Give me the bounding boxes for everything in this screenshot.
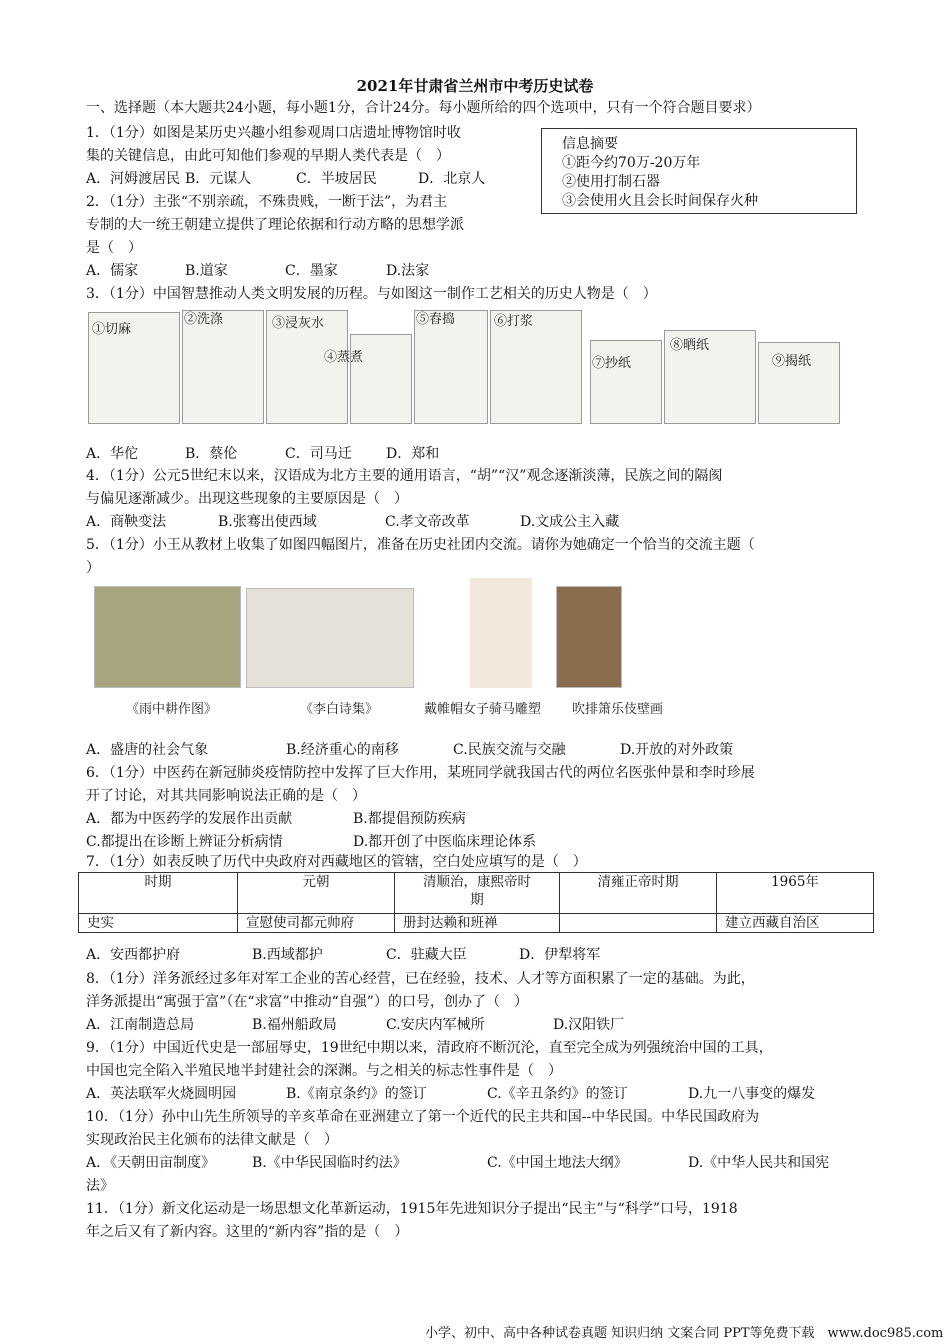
- q7-option-c[interactable]: C．驻藏大臣: [386, 947, 467, 963]
- step-3-label: ③浸灰水: [272, 316, 325, 331]
- step-5-image: [414, 310, 488, 424]
- li-bai-poetry-image: [246, 588, 414, 688]
- exam-title: 2021年甘肃省兰州市中考历史试卷: [356, 77, 594, 95]
- header-cell: 清雍正帝时期: [560, 873, 717, 914]
- q9-option-a[interactable]: A．英法联军火烧圆明园: [86, 1086, 237, 1102]
- q3-option-a[interactable]: A．华佗: [86, 446, 139, 462]
- q5-option-b[interactable]: B.经济重心的南移: [286, 742, 399, 758]
- q6-option-d[interactable]: D.都开创了中医临床理论体系: [353, 834, 537, 850]
- q6-option-c[interactable]: C.都提出在诊断上辨证分析病情: [86, 834, 283, 850]
- q9-option-d[interactable]: D.九一八事变的爆发: [688, 1086, 816, 1102]
- q10-option-c[interactable]: C.《中国土地法大纲》: [487, 1155, 628, 1171]
- q2-option-b[interactable]: B.道家: [185, 263, 228, 279]
- step-1-label: ①切麻: [92, 322, 132, 337]
- table-cell: 史实: [79, 914, 238, 933]
- header-cell: 清顺治，康熙帝时 期: [395, 873, 560, 914]
- q7-option-b[interactable]: B.西域都护: [252, 947, 323, 963]
- step-8-label: ⑧晒纸: [670, 338, 710, 353]
- q5-option-d[interactable]: D.开放的对外政策: [620, 742, 734, 758]
- q8-line1: 8．（1分）洋务派经过多年对军工企业的苦心经营，已在经验，技术、人才等方面积累了一定的基础。为此，: [86, 971, 755, 987]
- table-cell: 建立西藏自治区: [717, 914, 874, 933]
- horse-rider-statue: [470, 578, 532, 688]
- header-cell: 时期: [79, 873, 238, 914]
- q1-line1: 1．（1分）如图是某历史兴趣小组参观周口店遗址博物馆时收: [86, 125, 461, 141]
- q10-line2: 实现政治民主化颁布的法律文献是（ ）: [86, 1132, 338, 1148]
- q7-option-d[interactable]: D．伊犁将军: [519, 947, 601, 963]
- q5-option-a[interactable]: A．盛唐的社会气象: [86, 742, 209, 758]
- q3-option-b[interactable]: B．蔡伦: [185, 446, 238, 462]
- q6-option-a[interactable]: A．都为中医药学的发展作出贡献: [86, 811, 293, 827]
- musician-mural: [556, 586, 622, 688]
- caption-rain-farming: 《雨中耕作图》: [126, 702, 218, 717]
- step-6-label: ⑥打浆: [494, 314, 534, 329]
- q9-option-c[interactable]: C.《辛丑条约》的签订: [487, 1086, 628, 1102]
- info-box-item-1: ①距今约70万-20万年: [562, 155, 701, 171]
- footer-watermark: 小学、初中、高中各种试卷真题 知识归纳 文案合同 PPT等免费下载 www.doc985.com: [425, 1326, 944, 1341]
- q4-option-b[interactable]: B.张骞出使西域: [218, 514, 317, 530]
- q4-line2: 与偏见逐渐减少。出现这些现象的主要原因是（ ）: [86, 491, 408, 507]
- q3-line1: 3．（1分）中国智慧推动人类文明发展的历程。与如图这一制作工艺相关的历史人物是（ ）: [86, 286, 657, 302]
- q6-line2: 开了讨论，对其共同影响说法正确的是（ ）: [86, 788, 366, 804]
- q2-option-d[interactable]: D.法家: [386, 263, 430, 279]
- rain-farming-painting: [94, 586, 241, 688]
- q8-option-d[interactable]: D.汉阳铁厂: [553, 1017, 625, 1033]
- q4-option-d[interactable]: D.文成公主入藏: [520, 514, 620, 530]
- q2-line3: 是（ ）: [86, 240, 142, 256]
- q10-option-b[interactable]: B.《中华民国临时约法》: [252, 1155, 407, 1171]
- info-box-title: 信息摘要: [562, 136, 618, 152]
- blank-answer-cell: [560, 914, 717, 933]
- q8-option-c[interactable]: C.安庆内军械所: [386, 1017, 485, 1033]
- q8-option-a[interactable]: A．江南制造总局: [86, 1017, 195, 1033]
- q4-option-c[interactable]: C.孝文帝改革: [385, 514, 470, 530]
- q11-line1: 11．（1分）新文化运动是一场思想文化革新运动，1915年先进知识分子提出“民主”与“科学”口号，1918: [86, 1201, 738, 1217]
- q5-option-c[interactable]: C.民族交流与交融: [453, 742, 566, 758]
- q2-line1: 2．（1分）主张“不别亲疏，不殊贵贱，一断于法”，为君主: [86, 194, 448, 210]
- q7-option-a[interactable]: A．安西都护府: [86, 947, 181, 963]
- q1-option-d[interactable]: D．北京人: [418, 171, 486, 187]
- q6-line1: 6．（1分）中医药在新冠肺炎疫情防控中发挥了巨大作用，某班同学就我国古代的两位名医张仲景和李时珍展: [86, 765, 755, 781]
- tibet-governance-table: [78, 872, 874, 933]
- q10-option-a[interactable]: A．《天朝田亩制度》: [86, 1155, 216, 1171]
- step-9-label: ⑨揭纸: [772, 354, 812, 369]
- caption-horse-rider: 戴帷帽女子骑马雕塑: [424, 702, 542, 717]
- q2-option-c[interactable]: C．墨家: [285, 263, 338, 279]
- step-7-label: ⑦抄纸: [592, 356, 632, 371]
- q2-line2: 专制的大一统王朝建立提供了理论依据和行动方略的思想学派: [86, 217, 464, 233]
- caption-li-bai: 《李白诗集》: [300, 702, 379, 717]
- header-cell: 1965年: [717, 873, 874, 914]
- q1-option-b[interactable]: B．元谋人: [185, 171, 252, 187]
- q9-line2: 中国也完全陷入半殖民地半封建社会的深渊。与之相关的标志性事件是（ ）: [86, 1063, 562, 1079]
- q8-option-b[interactable]: B.福州船政局: [252, 1017, 337, 1033]
- table-cell: 册封达赖和班禅: [395, 914, 560, 933]
- q10-line1: 10．（1分）孙中山先生所领导的辛亥革命在亚洲建立了第一个近代的民主共和国--中华民国。中华民国政府为: [86, 1109, 760, 1125]
- section-heading: 一、选择题（本大题共24小题，每小题1分，合计24分。每小题所给的四个选项中，只有一个符合题目要求）: [86, 100, 761, 116]
- step-5-label: ⑤舂捣: [416, 312, 456, 327]
- q3-option-c[interactable]: C．司马迁: [285, 446, 352, 462]
- q2-option-a[interactable]: A．儒家: [86, 263, 139, 279]
- q8-line2: 洋务派提出“寓强于富”（在“求富”中推动“自强”）的口号，创办了（ ）: [86, 994, 528, 1010]
- q1-option-a[interactable]: A．河姆渡居民: [86, 171, 181, 187]
- info-box-item-2: ②使用打制石器: [562, 174, 660, 190]
- q3-option-d[interactable]: D．郑和: [386, 446, 440, 462]
- header-cell: 元朝: [238, 873, 395, 914]
- table-cell: 宣慰使司都元帅府: [238, 914, 395, 933]
- q4-option-a[interactable]: A．商鞅变法: [86, 514, 167, 530]
- q9-option-b[interactable]: B.《南京条约》的签订: [286, 1086, 427, 1102]
- q9-line1: 9．（1分）中国近代史是一部屈辱史，19世纪中期以来，清政府不断沉沦，直至完全成为列强统治中国的工具，: [86, 1040, 773, 1056]
- step-2-image: [182, 310, 264, 424]
- q11-line2: 年之后又有了新内容。这里的“新内容”指的是（ ）: [86, 1224, 409, 1240]
- step-4-label: ④蒸煮: [324, 350, 364, 365]
- info-box-item-3: ③会使用火且会长时间保存火种: [562, 193, 758, 209]
- q7-line1: 7．（1分）如表反映了历代中央政府对西藏地区的管辖，空白处应填写的是（ ）: [86, 854, 587, 870]
- caption-mural: 吹排箫乐伎壁画: [572, 702, 664, 717]
- q5-line2: ）: [86, 560, 100, 576]
- step-2-label: ②洗涤: [184, 312, 224, 327]
- table-header-row: [79, 873, 874, 914]
- q6-option-b[interactable]: B.都提倡预防疾病: [353, 811, 466, 827]
- q1-option-c[interactable]: C．半坡居民: [296, 171, 377, 187]
- q5-line1: 5．（1分）小王从教材上收集了如图四幅图片，准备在历史社团内交流。请你为她确定一个恰当的交流主题（: [86, 537, 755, 553]
- q10-option-d-cont: 法》: [86, 1178, 114, 1194]
- info-summary-box: [541, 128, 857, 214]
- q1-line2: 集的关键信息，由此可知他们参观的早期人类代表是（ ）: [86, 148, 450, 164]
- q10-option-d[interactable]: D.《中华人民共和国宪: [688, 1155, 830, 1171]
- q4-line1: 4．（1分）公元5世纪末以来，汉语成为北方主要的通用语言，“胡”“汉”观念逐渐淡薄，民族之间的隔阂: [86, 468, 723, 484]
- table-row: [79, 914, 874, 933]
